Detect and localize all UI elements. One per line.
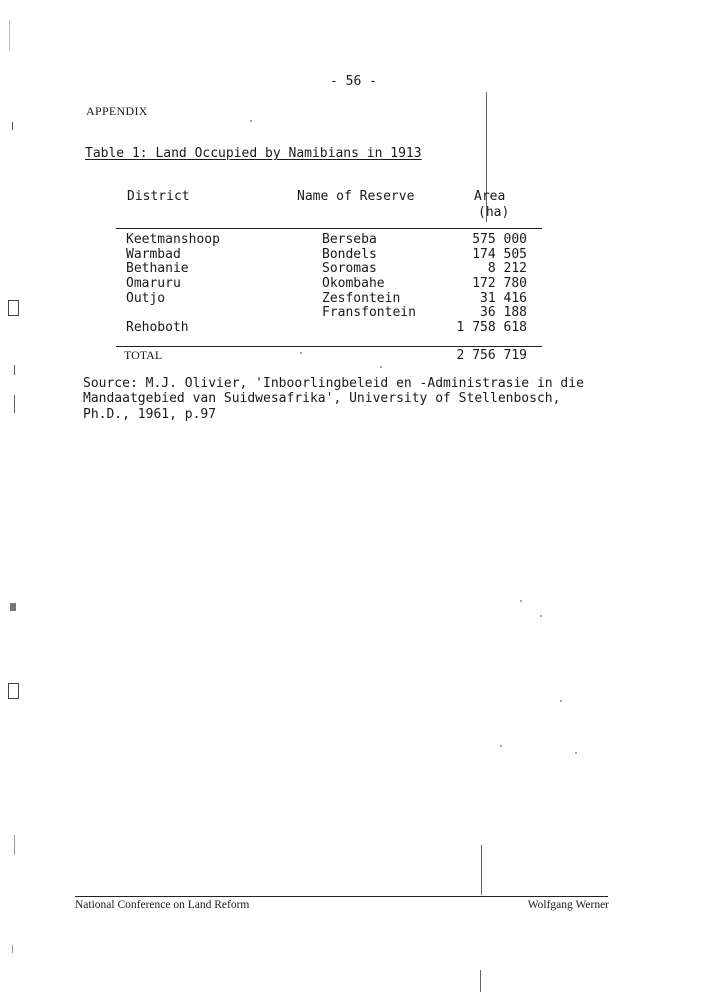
source-line: Ph.D., 1961, p.97 <box>83 406 217 422</box>
table-row <box>0 233 707 248</box>
district-cell: Outjo <box>126 290 166 306</box>
table-row <box>0 292 707 307</box>
area-cell: 1 758 618 <box>456 320 527 336</box>
table-total-row <box>0 348 707 363</box>
reserve-cell: Bondels <box>322 246 377 262</box>
source-citation <box>83 376 683 422</box>
table-body <box>0 233 707 336</box>
reserve-cell: Berseba <box>322 232 377 247</box>
scan-speckle <box>500 745 502 747</box>
table-row <box>0 321 707 336</box>
scan-speckle <box>560 700 562 702</box>
district-cell: Rehoboth <box>126 320 189 336</box>
area-cell: 172 780 <box>472 276 527 292</box>
reserve-cell: Fransfontein <box>322 305 416 321</box>
district-cell: Warmbad <box>126 246 181 262</box>
scan-margin-mark <box>12 122 13 130</box>
total-label: TOTAL <box>124 348 163 362</box>
footer-author: Wolfgang Werner <box>527 899 609 911</box>
scan-speckle <box>575 752 577 754</box>
column-header-district: District <box>127 189 190 204</box>
district-cell: Bethanie <box>126 261 189 277</box>
source-line: Mandaatgebied van Suidwesafrika', University of Stellenbosch, <box>83 391 561 407</box>
table-caption: Table 1: Land Occupied by Namibians in 1913 <box>85 146 422 161</box>
column-header-area-unit: (ha) <box>478 205 510 220</box>
scan-margin-mark <box>12 945 13 953</box>
scan-margin-mark <box>14 835 15 855</box>
total-area-value: 2 756 719 <box>456 348 527 363</box>
scan-margin-mark <box>9 20 10 50</box>
source-line: Source: M.J. Olivier, 'Inboorlingbeleid en -Administrasie in die <box>83 376 584 391</box>
table-row <box>0 262 707 277</box>
area-cell: 174 505 <box>472 246 527 262</box>
reserve-cell: Zesfontein <box>322 290 401 306</box>
district-cell: Keetmanshoop <box>126 232 220 247</box>
column-header-area: Area <box>474 189 506 204</box>
table-header-rule <box>116 228 542 229</box>
scan-crease-line <box>481 845 482 895</box>
scan-margin-mark <box>14 395 15 413</box>
reserve-cell: Okombahe <box>322 276 385 292</box>
footer-conference-name: National Conference on Land Reform <box>75 899 250 911</box>
scan-margin-mark <box>10 603 16 611</box>
table-row <box>0 306 707 321</box>
table-row <box>0 248 707 263</box>
page-number: - 56 - <box>330 74 377 89</box>
scan-bracket-mark <box>8 683 19 699</box>
reserve-cell: Soromas <box>322 261 377 277</box>
table-total-rule <box>116 346 542 347</box>
scan-margin-mark <box>14 365 15 375</box>
footer-rule <box>75 896 608 897</box>
area-cell: 31 416 <box>480 290 527 306</box>
scan-speckle <box>380 366 382 368</box>
column-header-reserve: Name of Reserve <box>297 189 415 204</box>
scan-speckle <box>540 615 542 617</box>
scan-crease-line <box>480 970 481 992</box>
district-cell: Omaruru <box>126 276 181 292</box>
appendix-heading: APPENDIX <box>86 104 148 118</box>
scan-speckle <box>250 120 252 122</box>
area-cell: 36 188 <box>480 305 527 321</box>
area-cell: 575 000 <box>472 232 527 247</box>
scan-speckle <box>520 600 522 602</box>
area-cell: 8 212 <box>487 261 527 277</box>
table-row <box>0 277 707 292</box>
